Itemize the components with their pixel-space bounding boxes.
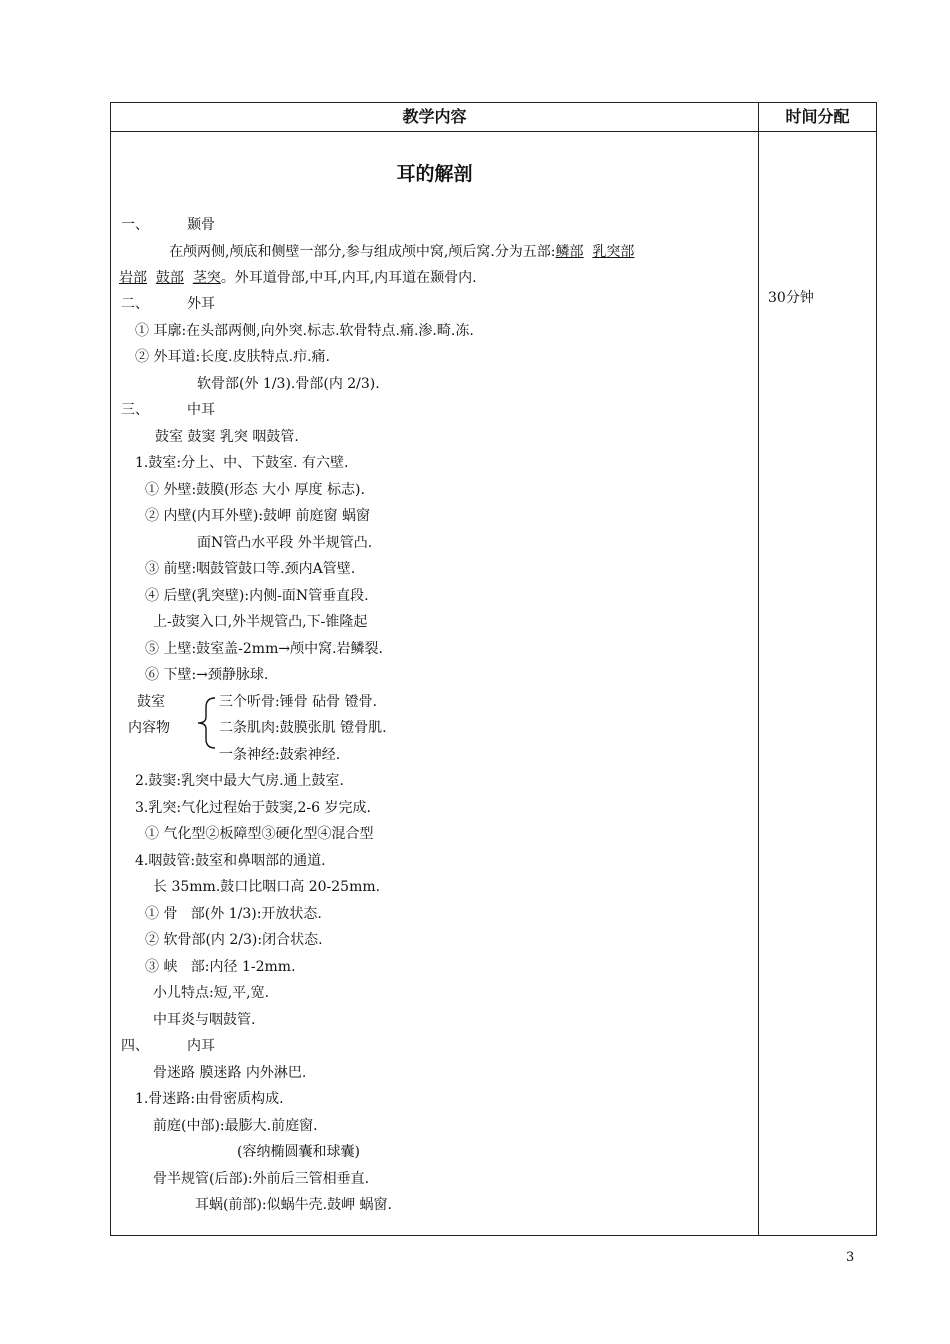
section-2-heading: 外耳 [187,296,215,312]
header-time-allocation: 时间分配 [785,107,850,126]
part-squamous: 鳞部 [555,244,584,260]
lesson-table [110,102,877,1236]
text-line: 骨迷路 膜迷路 内外淋巴. [153,1065,307,1081]
column-divider [758,103,759,1235]
text-line: 鼓室 鼓窦 乳突 咽鼓管. [155,429,299,445]
tympanic-cavity-label: 鼓室 [137,694,165,710]
text-line: 二条肌肉:鼓膜张肌 镫骨肌. [219,720,387,736]
text-line: (容纳椭圆囊和球囊) [237,1144,360,1160]
text-line: 三个听骨:锤骨 砧骨 镫骨. [219,694,378,710]
section-4-heading: 内耳 [187,1038,215,1054]
text-line: ⑥ 下壁:→颈静脉球. [145,667,269,683]
part-mastoid: 乳突部 [592,244,635,260]
temporal-bone-text-2: 。外耳道骨部,中耳,内耳,内耳道在颞骨内. [220,270,477,286]
section-1-number: 一、 [121,217,149,233]
section-3-number: 三、 [121,402,149,418]
text-line: 面N管凸水平段 外半规管凸. [197,535,373,551]
text-line: 耳蜗(前部):似蜗牛壳.鼓岬 蜗窗. [195,1197,392,1213]
curly-brace-icon [195,695,217,751]
text-line: 骨半规管(后部):外前后三管相垂直. [153,1171,370,1187]
text-line: 前庭(中部):最膨大.前庭窗. [153,1118,318,1134]
lesson-title: 耳的解剖 [396,163,473,185]
temporal-bone-line [169,242,634,262]
page-number: 3 [846,1250,855,1265]
text-line: 上-鼓窦入口,外半规管凸,下-锥隆起 [153,614,368,630]
text-line: 2.鼓窦:乳突中最大气房.通上鼓室. [135,773,344,789]
text-line: 小儿特点:短,平,宽. [153,985,270,1001]
text-line: ④ 后壁(乳突壁):内侧-面N管垂直段. [145,588,369,604]
section-3-heading: 中耳 [187,402,215,418]
part-styloid: 茎突 [192,270,221,286]
header-divider [111,131,876,132]
temporal-bone-text: 在颅两侧,颅底和侧壁一部分,参与组成颅中窝,颅后窝.分为五部: [169,244,556,260]
text-line: 长 35mm.鼓口比咽口高 20-25mm. [153,879,381,895]
text-line: 中耳炎与咽鼓管. [153,1012,256,1028]
text-line: ① 外壁:鼓膜(形态 大小 厚度 标志). [145,482,365,498]
text-line: ② 外耳道:长度.皮肤特点.疖.痛. [135,349,330,365]
text-line: 3.乳突:气化过程始于鼓窦,2-6 岁完成. [135,800,371,816]
text-line: 4.咽鼓管:鼓室和鼻咽部的通道. [135,853,326,869]
text-line: ③ 前壁:咽鼓管鼓口等.颈内A管壁. [145,561,356,577]
part-tympanic: 鼓部 [155,270,184,286]
header-teaching-content: 教学内容 [402,107,467,126]
section-2-number: 二、 [121,296,149,312]
text-line: ③ 峡 部:内径 1-2mm. [145,959,296,975]
text-line: 软骨部(外 1/3).骨部(内 2/3). [197,376,380,392]
text-line: 1.鼓室:分上、中、下鼓室. 有六壁. [135,455,349,471]
part-petrous: 岩部 [119,270,147,286]
section-1-heading: 颞骨 [187,217,215,233]
section-4-number: 四、 [121,1038,149,1054]
time-value: 30分钟 [768,290,814,306]
text-line: 1.骨迷路:由骨密质构成. [135,1091,284,1107]
text-line: ① 耳廓:在头部两侧,向外突.标志.软骨特点.痛.渗.畸.冻. [135,323,474,339]
text-line: 一条神经:鼓索神经. [219,747,341,763]
text-line: ⑤ 上壁:鼓室盖-2mm→颅中窝.岩鳞裂. [145,641,383,657]
text-line: ① 骨 部(外 1/3):开放状态. [145,906,322,922]
contents-label: 内容物 [128,720,170,736]
text-line: ② 内壁(内耳外壁):鼓岬 前庭窗 蜗窗 [145,508,370,524]
text-line: ① 气化型②板障型③硬化型④混合型 [145,826,374,842]
text-line: ② 软骨部(内 2/3):闭合状态. [145,932,323,948]
temporal-bone-line-2 [119,268,477,288]
